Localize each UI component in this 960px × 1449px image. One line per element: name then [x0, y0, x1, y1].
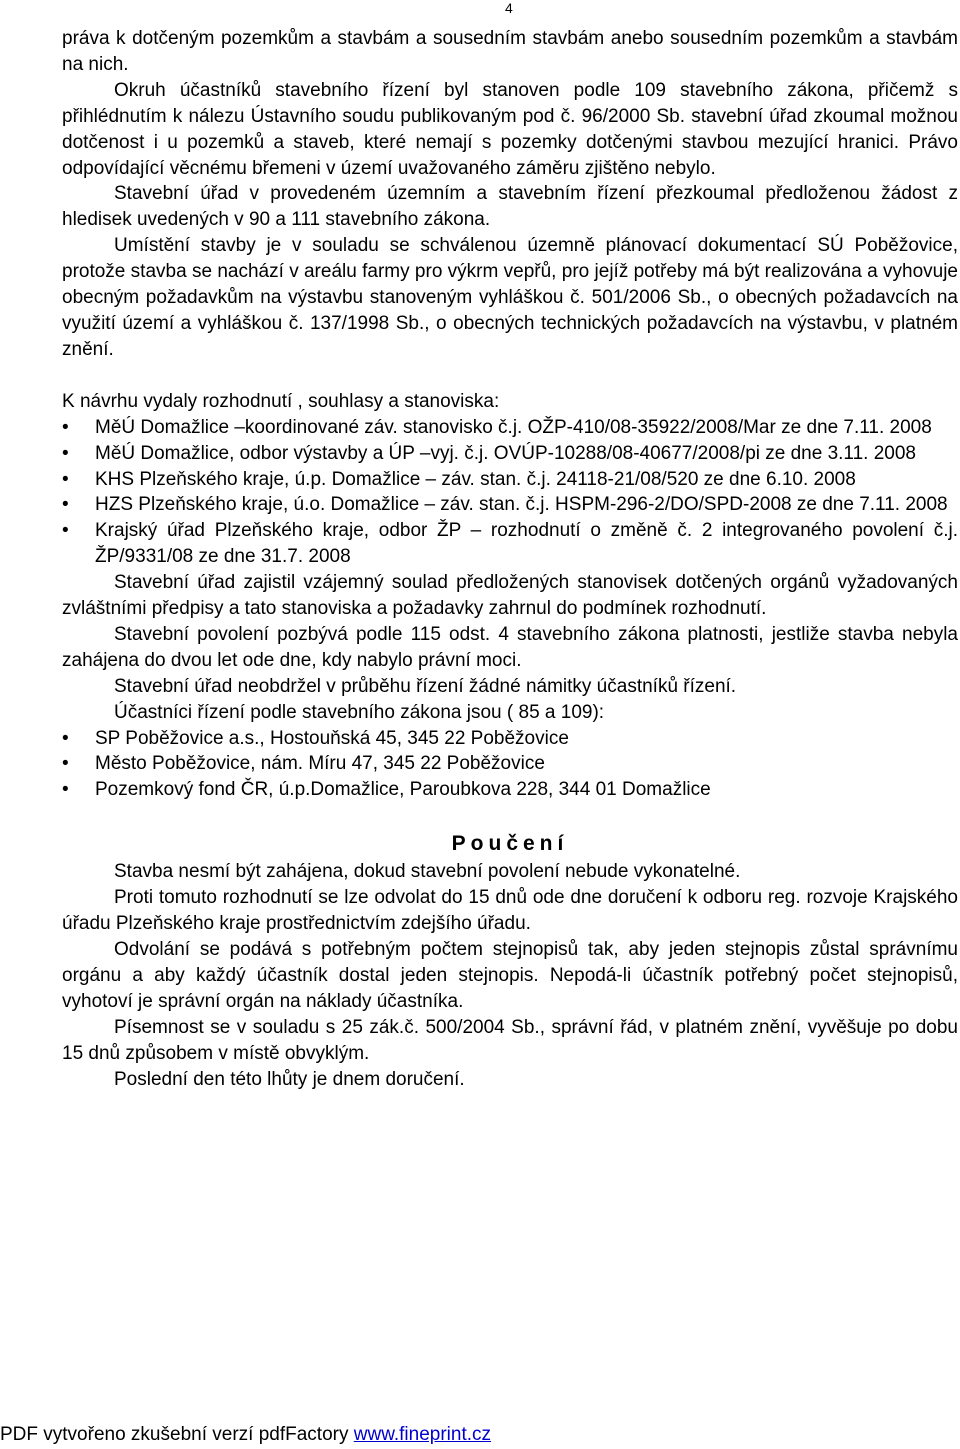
- opinions-intro: K návrhu vydaly rozhodnutí , souhlasy a stanoviska:: [62, 390, 500, 412]
- page-number: 4: [505, 0, 513, 16]
- list-item: [62, 518, 958, 570]
- list-item: [62, 467, 958, 493]
- paragraph: Okruh účastníků stavebního řízení byl stanoven podle 109 stavebního zákona, přičemž s přihlédnutím k nálezu Ústavního soudu publikovaným pod č. 96/2000 Sb. stavební úřad zkoumal možnou dotčenost i u pozemků a staveb, které nemají s pozemky dotčenými stavbou mezující hranici. Právo odpovídající věcnému břemeni v území uvažovaného záměru zjištěno nebylo.: [62, 79, 958, 179]
- paragraph: Stavba nesmí být zahájena, dokud stavební povolení nebude vykonatelné.: [114, 861, 741, 883]
- spacer: [62, 803, 958, 829]
- bullet-icon: •: [62, 753, 69, 775]
- bullet-icon: •: [62, 520, 69, 542]
- list-item: [62, 777, 958, 803]
- document-body: [62, 26, 958, 1092]
- list-item-text: MěÚ Domažlice –koordinované záv. stanovisko č.j. OŽP-410/08-35922/2008/Mar ze dne 7.11. 2008: [95, 416, 932, 438]
- paragraph: Stavební úřad zajistil vzájemný soulad předložených stanovisek dotčených orgánů vyžadovaných zvláštními předpisy a tato stanoviska a požadavky zahrnul do podmínek rozhodnutí.: [62, 572, 958, 620]
- list-item-text: Město Poběžovice, nám. Míru 47, 345 22 Poběžovice: [95, 753, 545, 775]
- paragraph: Stavební úřad v provedeném územním a stavebním řízení přezkoumal předloženou žádost z hledisek uvedených v 90 a 111 stavebního zákona.: [62, 183, 958, 231]
- list-item: [62, 492, 958, 518]
- list-item-text: KHS Plzeňského kraje, ú.p. Domažlice – záv. stan. č.j. 24118-21/08/520 ze dne 6.10. 2008: [95, 468, 856, 490]
- paragraph: Umístění stavby je v souladu se schválenou územně plánovací dokumentací SÚ Poběžovice, protože stavba se nachází v areálu farmy pro výkrm vepřů, pro jejíž potřeby má být realizována a vyhovuje obecným požadavkům na výstavbu stanoveným vyhláškou č. 501/2006 Sb., o obecných požadavcích na využití území a vyhláškou č. 137/1998 Sb., o obecných technických požadavcích na výstavbu, v platném znění.: [62, 235, 958, 360]
- list-item-text: SP Poběžovice a.s., Hostouňská 45, 345 22 Poběžovice: [95, 727, 569, 749]
- list-item-text: Pozemkový fond ČR, ú.p.Domažlice, Paroubkova 228, 344 01 Domažlice: [95, 779, 711, 801]
- list-item: [62, 415, 958, 441]
- spacer: [62, 363, 958, 389]
- paragraph: Odvolání se podává s potřebným počtem stejnopisů tak, aby jeden stejnopis zůstal správnímu orgánu a aby každý účastník dostal jeden stejnopis. Nepodá-li účastník potřebný počet stejnopisů, vyhotoví je správní orgán na náklady účastníka.: [62, 939, 958, 1012]
- list-item: [62, 441, 958, 467]
- paragraph: Proti tomuto rozhodnutí se lze odvolat do 15 dnů ode dne doručení k odboru reg. rozvoje Krajského úřadu Plzeňského kraje prostřednictvím zdejšího úřadu.: [62, 887, 958, 935]
- opinions-list: [62, 415, 958, 570]
- section-heading: Poučení: [451, 832, 569, 856]
- paragraph: Poslední den této lhůty je dnem doručení.: [114, 1068, 465, 1090]
- paragraph: práva k dotčeným pozemkům a stavbám a sousedním stavbám anebo sousedním pozemkům a stavbám na nich.: [62, 28, 958, 75]
- list-item-text: MěÚ Domažlice, odbor výstavby a ÚP –vyj. č.j. OVÚP-10288/08-40677/2008/pi ze dne 3.11. 2008: [95, 442, 916, 464]
- bullet-icon: •: [62, 442, 69, 464]
- list-item-text: HZS Plzeňského kraje, ú.o. Domažlice – záv. stan. č.j. HSPM-296-2/DO/SPD-2008 ze dne 7.11. 2008: [95, 494, 948, 516]
- list-item: [62, 726, 958, 752]
- list-item: [62, 751, 958, 777]
- footer-text: PDF vytvořeno zkušební verzí pdfFactory: [0, 1424, 354, 1445]
- bullet-icon: •: [62, 727, 69, 749]
- paragraph: Stavební úřad neobdržel v průběhu řízení žádné námitky účastníků řízení.: [114, 675, 737, 697]
- bullet-icon: •: [62, 468, 69, 490]
- pdf-footer: [0, 1424, 491, 1446]
- paragraph: Písemnost se v souladu s 25 zák.č. 500/2004 Sb., správní řád, v platném znění, vyvěšuje po dobu 15 dnů způsobem v místě obvyklým.: [62, 1016, 958, 1064]
- bullet-icon: •: [62, 779, 69, 801]
- bullet-icon: •: [62, 494, 69, 516]
- paragraph: Účastníci řízení podle stavebního zákona jsou ( 85 a 109):: [114, 701, 605, 723]
- participants-list: [62, 726, 958, 804]
- paragraph: Stavební povolení pozbývá podle 115 odst. 4 stavebního zákona platnosti, jestliže stavba nebyla zahájena do dvou let ode dne, kdy nabylo právní moci.: [62, 623, 958, 671]
- list-item-text: Krajský úřad Plzeňského kraje, odbor ŽP – rozhodnutí o změně č. 2 integrovaného povolení č.j. ŽP/9331/08 ze dne 31.7. 2008: [95, 520, 958, 568]
- bullet-icon: •: [62, 416, 69, 438]
- footer-link[interactable]: www.fineprint.cz: [353, 1424, 492, 1445]
